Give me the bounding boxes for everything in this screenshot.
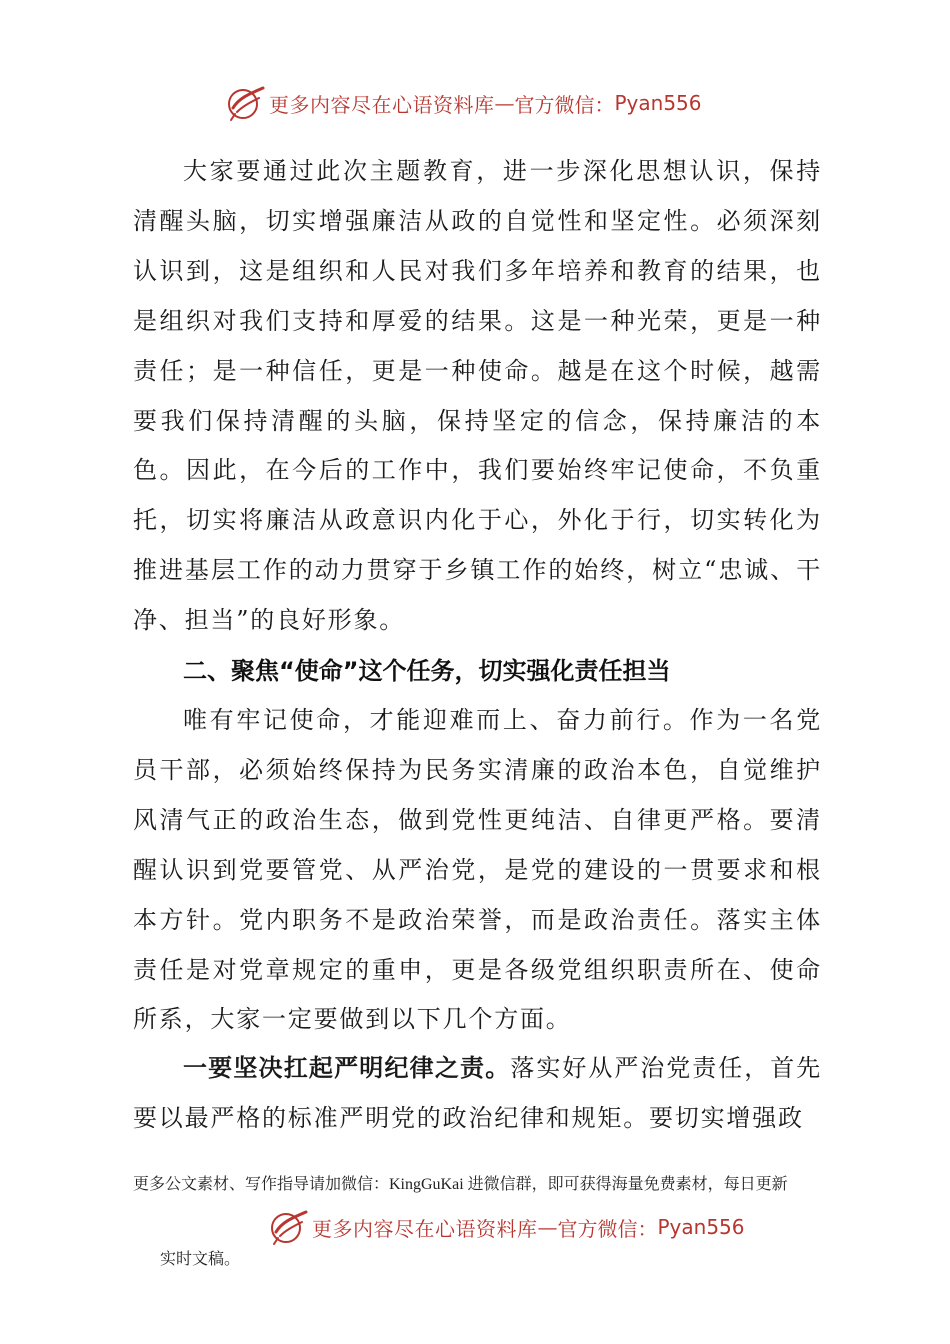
- pen-logo-icon: [268, 1208, 310, 1246]
- paragraph-3-text: 落实好从严治党责任，首先要以最严格的标准严明党的政治纪律和规矩。要切实增强政: [133, 1054, 823, 1132]
- footer-note: 更多公文素材、写作指导请加微信：KingGuKai 进微信群，即可获得海量免费素材，每日更新: [133, 1176, 788, 1193]
- footer-note-continued: 实时文稿。: [160, 1251, 241, 1268]
- watermark-label: 官方微信：: [514, 92, 615, 117]
- watermark-text: 更多内容尽在心语资料库: [269, 92, 495, 117]
- watermark-label: 官方微信：: [557, 1216, 658, 1241]
- paragraph-3-lead: 一要坚决扛起严明纪律之责。: [183, 1054, 511, 1082]
- watermark-text: 更多内容尽在心语资料库: [312, 1216, 538, 1241]
- watermark-wechat-id: Pyan556: [614, 91, 702, 115]
- paragraph-3: [133, 1044, 822, 1144]
- watermark-separator: —: [537, 1215, 558, 1239]
- paragraph-2: 唯有牢记使命，才能迎难而上、奋力前行。作为一名党员干部，必须始终保持为民务实清廉的政治本色，自觉维护风清气正的政治生态，做到党性更纯洁、自律更严格。要清醒认识到党要管党、从严治党，是党的建设的一贯要求和根本方针。党内职务不是政治荣誉，而是政治责任。落实主体责任是对党章规定的重申，更是各级党组织职责所在、使命所系，大家一定要做到以下几个方面。: [133, 706, 822, 1034]
- section-heading-2: 二、聚焦“使命”这个任务，切实强化责任担当: [183, 657, 671, 685]
- watermark-wechat-id: Pyan556: [657, 1215, 745, 1239]
- watermark-top: [225, 84, 702, 122]
- watermark-bottom: [268, 1208, 745, 1246]
- pen-logo-icon: [225, 84, 267, 122]
- watermark-separator: —: [494, 91, 515, 115]
- paragraph-1: 大家要通过此次主题教育，进一步深化思想认识，保持清醒头脑，切实增强廉洁从政的自觉性和坚定性。必须深刻认识到，这是组织和人民对我们多年培养和教育的结果，也是组织对我们支持和厚爱的结果。这是一种光荣，更是一种责任；是一种信任，更是一种使命。越是在这个时候，越需要我们保持清醒的头脑，保持坚定的信念，保持廉洁的本色。因此，在今后的工作中，我们要始终牢记使命，不负重托，切实将廉洁从政意识内化于心，外化于行，切实转化为推进基层工作的动力贯穿于乡镇工作的始终，树立“忠诚、干净、担当”的良好形象。: [133, 157, 822, 635]
